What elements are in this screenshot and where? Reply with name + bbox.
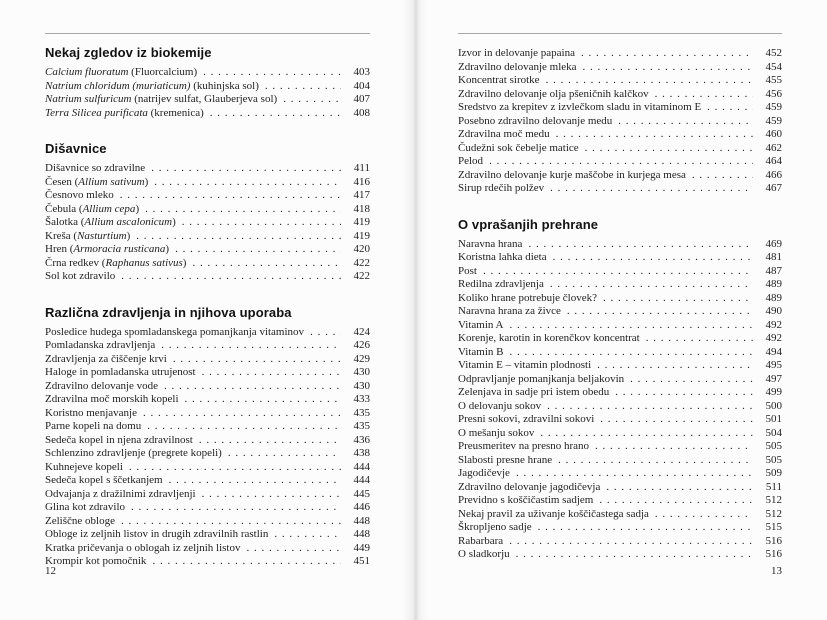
- page-number-left: 12: [45, 565, 56, 577]
- toc-entry-page: 419: [353, 216, 370, 228]
- toc-entry-page: 422: [353, 256, 370, 269]
- toc-entry-page: 494: [765, 345, 782, 358]
- toc-entry-page: 459: [765, 101, 782, 113]
- toc-entry-page: 500: [765, 399, 782, 412]
- toc-entry-title: Koncentrat sirotke: [458, 74, 540, 86]
- dot-leader: [483, 155, 753, 169]
- toc-entry-page: 511: [765, 480, 782, 493]
- toc-entry-page: 499: [765, 386, 782, 398]
- dot-leader: [186, 257, 341, 271]
- toc-entry-title: Zdravilna moč morskih kopeli: [45, 393, 179, 405]
- dot-leader: [114, 189, 341, 203]
- dot-leader: [532, 521, 753, 535]
- dot-leader: [148, 176, 341, 190]
- toc-entry: [45, 216, 370, 230]
- toc-entry-title: Česen (Allium sativum): [45, 175, 149, 188]
- toc-entry: [45, 80, 370, 94]
- toc-entry-title: Glina kot zdravilo: [45, 501, 126, 513]
- dot-leader: [609, 386, 753, 400]
- dot-leader: [579, 142, 753, 156]
- toc-entry-title: Sol kot zdravilo: [45, 270, 116, 282]
- toc-entry: [45, 461, 370, 475]
- dot-leader: [701, 101, 753, 115]
- dot-leader: [193, 434, 341, 448]
- dot-leader: [145, 162, 341, 176]
- toc-entry-title: Natrium sulfuricum (natrijev sulfat, Glauberjeva sol): [45, 93, 278, 105]
- toc-entry-page: 448: [353, 528, 370, 540]
- toc-entry-page: 489: [765, 278, 782, 290]
- toc-entry: [45, 420, 370, 434]
- toc-entry-page: 515: [765, 521, 782, 533]
- toc-entry-page: 403: [353, 66, 370, 78]
- toc-entry-page: 460: [765, 128, 782, 140]
- toc-entry-page: 504: [765, 426, 782, 439]
- toc-entry-title: Post: [458, 264, 477, 277]
- toc-entry: [45, 366, 370, 380]
- toc-entry-title: Zdravilno delovanje olja pšeničnih kalčkov: [458, 87, 649, 100]
- toc-entry-title: Rabarbara: [458, 534, 504, 547]
- toc-entry-title: Korenje, karotin in korenčkov koncentrat: [458, 332, 640, 344]
- toc-entry-page: 505: [765, 453, 782, 466]
- toc-entry-page: 497: [765, 372, 782, 385]
- dot-leader: [600, 481, 753, 495]
- toc-entry: [458, 467, 782, 481]
- toc-entry-title: Posledice hudega spomladanskega pomanjkanja vitaminov: [45, 325, 305, 338]
- dot-leader: [589, 440, 753, 454]
- toc-entry: [45, 107, 370, 121]
- toc-entry: [458, 47, 782, 61]
- dot-leader: [179, 393, 342, 407]
- toc-entry-title: Zdravilno delovanje jagodičevja: [458, 480, 601, 493]
- dot-leader: [196, 488, 341, 502]
- dot-leader: [561, 305, 753, 319]
- dot-leader: [197, 66, 341, 80]
- dot-leader: [522, 238, 753, 252]
- dot-leader: [510, 467, 753, 481]
- toc-entry-title: Šalotka (Allium ascalonicum): [45, 216, 176, 228]
- toc-entry: [45, 203, 370, 217]
- dot-leader: [612, 115, 753, 129]
- toc-entry-title: Jagodičevje: [458, 467, 510, 479]
- toc-entry-title: Izvor in delovanje papaina: [458, 47, 575, 59]
- toc-entry-title: Odvajanja z dražilnimi zdravljenji: [45, 487, 196, 500]
- toc-entry-title: Preusmeritev na presno hrano: [458, 440, 590, 452]
- toc-entry-title: Koliko hrane potrebuje človek?: [458, 291, 597, 304]
- toc-entry-title: Natrium chloridum (muriaticum) (kuhinjska sol): [45, 79, 259, 92]
- toc-entry-page: 487: [765, 264, 782, 277]
- dot-leader: [575, 47, 753, 61]
- dot-leader: [591, 359, 753, 373]
- toc-entry-page: 438: [353, 447, 370, 459]
- dot-leader: [176, 216, 341, 230]
- toc-entry: [458, 128, 782, 142]
- dot-leader: [158, 380, 341, 394]
- toc-entry: [45, 162, 370, 176]
- dot-leader: [541, 400, 753, 414]
- toc-entry-title: Sedeča kopel in njena zdravilnost: [45, 433, 193, 446]
- toc-entry: [458, 305, 782, 319]
- toc-entry-page: 411: [353, 162, 370, 174]
- toc-entry-page: 501: [765, 413, 782, 425]
- dot-leader: [503, 319, 753, 333]
- dot-leader: [503, 535, 753, 549]
- toc-entry-title: Škropljeno sadje: [458, 521, 532, 533]
- toc-entry: [45, 515, 370, 529]
- toc-entry: [45, 488, 370, 502]
- toc-entry: [458, 508, 782, 522]
- toc-entry: [45, 66, 370, 80]
- dot-leader: [544, 278, 753, 292]
- toc-entry: [458, 74, 782, 88]
- toc-entry-page: 429: [353, 352, 370, 365]
- toc-entry: [458, 427, 782, 441]
- top-rule-right: [458, 33, 782, 34]
- toc-entry: [458, 115, 782, 129]
- dot-leader: [577, 61, 753, 75]
- toc-entry: [458, 265, 782, 279]
- toc-entry-page: 495: [765, 359, 782, 371]
- toc-entry-title: Pelod: [458, 155, 484, 167]
- dot-leader: [155, 339, 341, 353]
- toc-entry: [45, 270, 370, 284]
- toc-section-entries: [458, 238, 782, 562]
- toc-entry-title: Zdravilno delovanje mleka: [458, 60, 577, 73]
- toc-entry-page: 466: [765, 168, 782, 181]
- toc-entry-title: Previdno s koščičastim sadjem: [458, 494, 594, 506]
- dot-leader: [123, 461, 341, 475]
- toc-entry: [458, 359, 782, 373]
- dot-leader: [649, 508, 753, 522]
- toc-entry-page: 422: [353, 270, 370, 282]
- dot-leader: [125, 501, 341, 515]
- toc-entry: [458, 521, 782, 535]
- toc-entry-title: Zdravilna moč medu: [458, 128, 550, 140]
- toc-entry: [45, 393, 370, 407]
- section-heading: Različna zdravljenja in njihova uporaba: [45, 304, 292, 320]
- toc-right: [458, 47, 782, 562]
- dot-leader: [196, 366, 341, 380]
- toc-entry: [45, 528, 370, 542]
- toc-entry-title: Dišavnice so zdravilne: [45, 162, 146, 174]
- toc-entry-page: 481: [765, 251, 782, 263]
- toc-entry-page: 456: [765, 87, 782, 100]
- dot-leader: [222, 447, 341, 461]
- dot-leader: [544, 182, 753, 196]
- dot-leader: [259, 80, 341, 94]
- toc-entry: [45, 407, 370, 421]
- toc-entry-title: Koristna lahka dieta: [458, 251, 547, 263]
- toc-entry: [458, 332, 782, 346]
- toc-entry-page: 455: [765, 74, 782, 86]
- toc-entry: [45, 257, 370, 271]
- toc-entry-title: Koristno menjavanje: [45, 406, 137, 419]
- toc-entry: [45, 474, 370, 488]
- toc-entry: [458, 101, 782, 115]
- toc-entry-title: Parne kopeli na domu: [45, 420, 142, 432]
- toc-entry-title: Kreša (Nasturtium): [45, 229, 131, 242]
- toc-entry-title: Kuhnejeve kopeli: [45, 460, 123, 473]
- toc-entry-page: 408: [353, 106, 370, 119]
- toc-entry: [458, 400, 782, 414]
- toc-entry: [45, 189, 370, 203]
- toc-entry: [45, 326, 370, 340]
- dot-leader: [167, 353, 341, 367]
- dot-leader: [304, 326, 341, 340]
- dot-leader: [141, 420, 341, 434]
- dot-leader: [510, 548, 753, 562]
- toc-entry-title: Presni sokovi, zdravilni sokovi: [458, 413, 595, 425]
- toc-entry: [458, 169, 782, 183]
- toc-entry-page: 512: [765, 507, 782, 520]
- toc-entry-page: 467: [765, 182, 782, 194]
- toc-entry-title: Sedeča kopel s ščetkanjem: [45, 474, 163, 486]
- dot-leader: [241, 542, 342, 556]
- toc-entry: [458, 88, 782, 102]
- dot-leader: [503, 346, 753, 360]
- toc-entry-page: 417: [353, 189, 370, 201]
- toc-entry: [458, 413, 782, 427]
- toc-entry-page: 430: [353, 366, 370, 378]
- toc-entry: [45, 555, 370, 569]
- toc-entry-title: Vitamin B: [458, 345, 504, 358]
- toc-entry: [458, 386, 782, 400]
- dot-leader: [169, 243, 341, 257]
- toc-entry-title: Slabosti presne hrane: [458, 453, 553, 466]
- toc-entry: [45, 93, 370, 107]
- toc-entry-page: 424: [353, 325, 370, 338]
- toc-entry-title: Vitamin A: [458, 318, 504, 331]
- toc-entry-title: O delovanju sokov: [458, 399, 542, 412]
- toc-entry: [458, 481, 782, 495]
- toc-entry-page: 490: [765, 305, 782, 317]
- toc-entry-page: 404: [353, 79, 370, 92]
- toc-entry-page: 419: [353, 229, 370, 242]
- toc-section-entries: [45, 326, 370, 569]
- toc-entry-page: 516: [765, 548, 782, 560]
- toc-entry-page: 516: [765, 534, 782, 547]
- toc-entry: [458, 373, 782, 387]
- toc-entry: [458, 454, 782, 468]
- toc-entry-page: 436: [353, 433, 370, 446]
- page-left: [0, 0, 413, 620]
- toc-entry: [458, 238, 782, 252]
- toc-entry: [458, 182, 782, 196]
- dot-leader: [624, 373, 753, 387]
- toc-entry-page: 509: [765, 467, 782, 479]
- toc-entry-title: Zelenjava in sadje pri istem obedu: [458, 386, 610, 398]
- toc-entry-title: Pomladanska zdravljenja: [45, 339, 156, 351]
- toc-entry-page: 451: [353, 555, 370, 567]
- toc-entry: [458, 155, 782, 169]
- toc-entry-title: Nekaj pravil za uživanje koščičastega sadja: [458, 507, 649, 520]
- toc-entry-page: 416: [353, 175, 370, 188]
- dot-leader: [268, 528, 341, 542]
- toc-entry-page: 449: [353, 541, 370, 554]
- dot-leader: [640, 332, 753, 346]
- toc-entry-title: Calcium fluoratum (Fluorcalcium): [45, 66, 198, 78]
- toc-entry-page: 492: [765, 332, 782, 344]
- dot-leader: [597, 292, 753, 306]
- toc-entry-title: Čebula (Allium cepa): [45, 202, 140, 215]
- dot-leader: [146, 555, 341, 569]
- toc-entry-title: Sirup rdečih polžev: [458, 182, 545, 194]
- toc-entry-title: Sredstvo za krepitev z izvlečkom sladu in vitaminom E: [458, 101, 702, 113]
- toc-entry-title: Odpravljanje pomanjkanja beljakovin: [458, 372, 625, 385]
- toc-section-entries: [45, 162, 370, 284]
- toc-entry-page: 426: [353, 339, 370, 351]
- toc-entry: [458, 440, 782, 454]
- toc-entry-page: 420: [353, 243, 370, 255]
- page-right: [414, 0, 827, 620]
- toc-entry: [45, 501, 370, 515]
- toc-entry-title: Naravna hrana za živce: [458, 305, 561, 317]
- toc-entry-page: 433: [353, 393, 370, 405]
- toc-entry: [458, 319, 782, 333]
- toc-entry-page: 459: [765, 114, 782, 127]
- toc-entry-title: Naravna hrana: [458, 237, 523, 250]
- toc-entry: [45, 339, 370, 353]
- toc-entry-page: 435: [353, 406, 370, 419]
- toc-entry-page: 444: [353, 474, 370, 486]
- toc-section-entries: [45, 66, 370, 120]
- toc-entry-title: Zdravljenja za čiščenje krvi: [45, 352, 167, 365]
- dot-leader: [552, 454, 753, 468]
- toc-entry-title: Krompir kot pomočnik: [45, 555, 147, 567]
- dot-leader: [534, 427, 753, 441]
- toc-entry-title: Redilna zdravljenja: [458, 278, 544, 290]
- page-number-right: 13: [771, 565, 782, 577]
- toc-entry-title: Posebno zdravilno delovanje medu: [458, 114, 613, 127]
- dot-leader: [137, 407, 341, 421]
- dot-leader: [204, 107, 341, 121]
- toc-entry-title: Schlenzino zdravljenje (pregrete kopeli): [45, 447, 222, 459]
- toc-entry-title: O mešanju sokov: [458, 426, 535, 439]
- toc-entry-title: Haloge in pomladanska utrujenost: [45, 366, 196, 378]
- toc-entry: [458, 142, 782, 156]
- toc-entry-page: 489: [765, 291, 782, 304]
- toc-entry-page: 430: [353, 379, 370, 392]
- top-rule-left: [45, 33, 370, 34]
- dot-leader: [649, 88, 753, 102]
- toc-entry-page: 469: [765, 237, 782, 250]
- dot-leader: [115, 515, 341, 529]
- toc-entry: [458, 292, 782, 306]
- toc-entry-page: 448: [353, 514, 370, 527]
- toc-entry-title: Obloge iz zeljnih listov in drugih zdravilnih rastlin: [45, 528, 269, 540]
- toc-entry-page: 444: [353, 460, 370, 473]
- section-heading: Dišavnice: [45, 141, 107, 156]
- toc-entry-page: 505: [765, 440, 782, 452]
- dot-leader: [547, 251, 753, 265]
- toc-entry-title: Črna redkev (Raphanus sativus): [45, 256, 187, 269]
- toc-entry: [45, 243, 370, 257]
- toc-entry-title: Česnovo mleko: [45, 189, 114, 201]
- toc-entry-page: 446: [353, 501, 370, 513]
- dot-leader: [593, 494, 753, 508]
- section-heading: O vprašanjih prehrane: [458, 216, 599, 232]
- toc-entry-title: Vitamin E – vitamin plodnosti: [458, 359, 592, 371]
- dot-leader: [477, 265, 753, 279]
- toc-entry-title: Zeliščne obloge: [45, 514, 115, 527]
- toc-entry-title: Čudežni sok čebelje matice: [458, 141, 579, 154]
- toc-entry-page: 445: [353, 487, 370, 500]
- toc-entry: [45, 353, 370, 367]
- toc-entry-title: Zdravilno delovanje kurje maščobe in kurjega mesa: [458, 168, 686, 181]
- dot-leader: [115, 270, 341, 284]
- dot-leader: [594, 413, 753, 427]
- toc-entry: [45, 230, 370, 244]
- toc-entry: [458, 494, 782, 508]
- toc-section-entries: [458, 47, 782, 196]
- dot-leader: [130, 230, 341, 244]
- toc-entry-title: O sladkorju: [458, 548, 510, 560]
- toc-entry-page: 418: [353, 202, 370, 215]
- toc-entry: [458, 61, 782, 75]
- toc-entry-title: Hren (Armoracia rusticana): [45, 243, 170, 255]
- toc-entry-page: 407: [353, 93, 370, 105]
- section-heading: Nekaj zgledov iz biokemije: [45, 45, 212, 60]
- toc-entry-page: 492: [765, 318, 782, 331]
- toc-entry: [45, 542, 370, 556]
- toc-entry: [458, 251, 782, 265]
- toc-entry-page: 454: [765, 60, 782, 73]
- toc-entry-title: Terra Silicea purificata (kremenica): [45, 106, 204, 119]
- toc-entry: [458, 535, 782, 549]
- toc-entry-page: 464: [765, 155, 782, 167]
- toc-entry-title: Kratka pričevanja o oblogah iz zeljnih listov: [45, 541, 241, 554]
- dot-leader: [163, 474, 341, 488]
- toc-entry: [458, 548, 782, 562]
- toc-entry-page: 452: [765, 47, 782, 59]
- dot-leader: [686, 169, 753, 183]
- toc-entry: [45, 434, 370, 448]
- toc-entry: [458, 346, 782, 360]
- toc-entry: [45, 447, 370, 461]
- toc-left: [45, 45, 370, 569]
- toc-entry-page: 462: [765, 141, 782, 154]
- dot-leader: [540, 74, 753, 88]
- dot-leader: [550, 128, 753, 142]
- toc-entry: [458, 278, 782, 292]
- dot-leader: [277, 93, 341, 107]
- toc-entry-page: 512: [765, 494, 782, 506]
- toc-entry-title: Zdravilno delovanje vode: [45, 379, 159, 392]
- dot-leader: [139, 203, 341, 217]
- toc-entry: [45, 176, 370, 190]
- toc-entry: [45, 380, 370, 394]
- toc-entry-page: 435: [353, 420, 370, 432]
